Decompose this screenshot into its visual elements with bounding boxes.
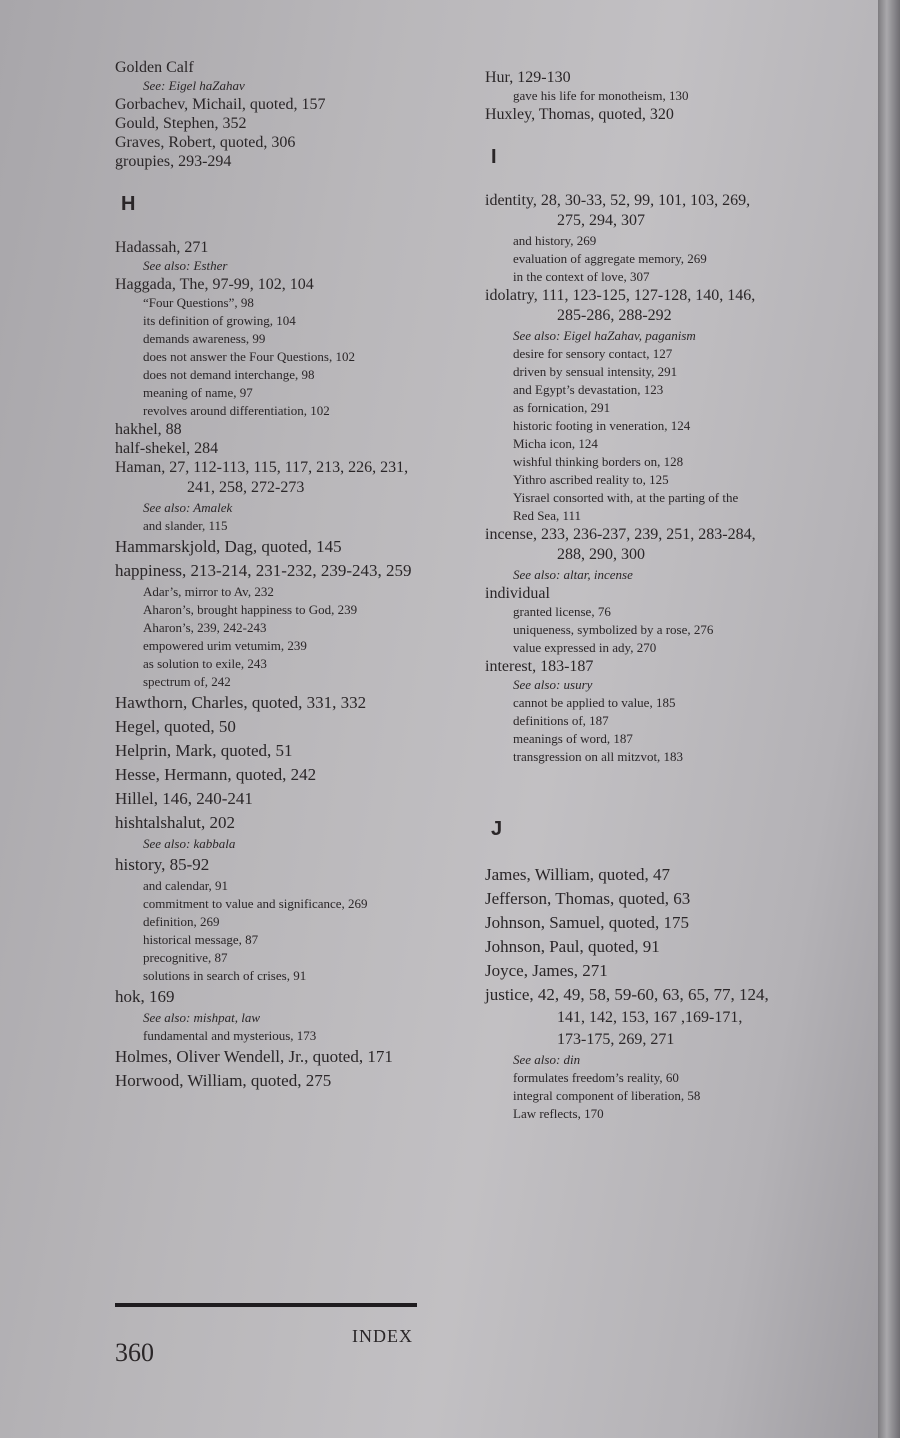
index-subentry: integral component of liberation, 58 xyxy=(513,1088,701,1103)
index-entry-continuation: 275, 294, 307 xyxy=(557,212,645,229)
index-entry: Hadassah, 271 xyxy=(115,239,209,256)
index-subentry: See also: Amalek xyxy=(143,500,233,515)
index-subentry: demands awareness, 99 xyxy=(143,331,266,346)
index-entry: Huxley, Thomas, quoted, 320 xyxy=(485,106,674,123)
index-subentry: Yisrael consorted with, at the parting of the xyxy=(513,490,739,505)
index-subentry: fundamental and mysterious, 173 xyxy=(143,1028,317,1043)
index-subentry: See also: din xyxy=(513,1052,581,1067)
index-subentry: “Four Questions”, 98 xyxy=(143,295,254,310)
index-entry: Holmes, Oliver Wendell, Jr., quoted, 171 xyxy=(115,1047,393,1066)
running-head: INDEX xyxy=(352,1326,413,1346)
index-subentry: historic footing in veneration, 124 xyxy=(513,418,691,433)
index-subentry: revolves around differentiation, 102 xyxy=(143,403,330,418)
index-entry: happiness, 213-214, 231-232, 239-243, 259 xyxy=(115,561,412,580)
index-entry: hok, 169 xyxy=(115,987,175,1006)
index-subentry: solutions in search of crises, 91 xyxy=(143,968,307,983)
index-subentry: definition, 269 xyxy=(143,914,220,929)
index-subentry: does not answer the Four Questions, 102 xyxy=(143,349,355,364)
index-subentry: Yithro ascribed reality to, 125 xyxy=(513,472,669,487)
index-subentry: desire for sensory contact, 127 xyxy=(513,346,673,361)
index-column-left xyxy=(115,58,485,1093)
index-entry: Jefferson, Thomas, quoted, 63 xyxy=(485,889,691,908)
page-number: 360 xyxy=(115,1338,154,1367)
index-subentry: Micha icon, 124 xyxy=(513,436,598,451)
index-subentry: as fornication, 291 xyxy=(513,400,611,415)
index-entry: Hur, 129-130 xyxy=(485,69,571,86)
index-subentry: historical message, 87 xyxy=(143,932,259,947)
index-subentry: and history, 269 xyxy=(513,233,597,248)
index-entry-continuation: 288, 290, 300 xyxy=(557,546,645,563)
index-subentry: its definition of growing, 104 xyxy=(143,313,296,328)
index-subentry: empowered urim vetumim, 239 xyxy=(143,638,307,653)
index-entry: Hesse, Hermann, quoted, 242 xyxy=(115,765,317,784)
index-subentry: and slander, 115 xyxy=(143,518,228,533)
index-entry: Horwood, William, quoted, 275 xyxy=(115,1071,332,1090)
index-entry: justice, 42, 49, 58, 59-60, 63, 65, 77, 124, xyxy=(485,985,769,1004)
index-subentry: granted license, 76 xyxy=(513,604,611,619)
index-entry-continuation: 285-286, 288-292 xyxy=(557,307,672,324)
index-subentry: See also: usury xyxy=(513,677,593,692)
index-subentry: Aharon’s, 239, 242-243 xyxy=(143,620,267,635)
index-subentry: uniqueness, symbolized by a rose, 276 xyxy=(513,622,714,637)
index-entry: identity, 28, 30-33, 52, 99, 101, 103, 269, xyxy=(485,192,751,209)
index-entry: Johnson, Paul, quoted, 91 xyxy=(485,937,660,956)
index-entry: Helprin, Mark, quoted, 51 xyxy=(115,741,293,760)
index-entry: James, William, quoted, 47 xyxy=(485,865,671,884)
index-subentry: as solution to exile, 243 xyxy=(143,656,267,671)
index-column-right xyxy=(485,68,875,1123)
footer-rule xyxy=(115,1303,417,1307)
index-entry: Gorbachev, Michail, quoted, 157 xyxy=(115,96,326,113)
index-entry: Haggada, The, 97-99, 102, 104 xyxy=(115,276,314,293)
section-letter: H xyxy=(121,193,136,215)
index-subentry: gave his life for monotheism, 130 xyxy=(513,88,689,103)
index-entry: interest, 183-187 xyxy=(485,658,594,675)
index-entry: Graves, Robert, quoted, 306 xyxy=(115,134,296,151)
index-entry: hakhel, 88 xyxy=(115,421,182,438)
index-entry: Golden Calf xyxy=(115,59,194,76)
index-entry: Hawthorn, Charles, quoted, 331, 332 xyxy=(115,693,367,712)
index-subentry: See also: kabbala xyxy=(143,836,236,851)
index-entry: incense, 233, 236-237, 239, 251, 283-284, xyxy=(485,526,756,543)
index-subentry: commitment to value and significance, 269 xyxy=(143,896,368,911)
page-edge xyxy=(878,0,900,1438)
index-entry-continuation: 173-175, 269, 271 xyxy=(557,1031,675,1048)
index-subentry: meanings of word, 187 xyxy=(513,731,633,746)
index-subentry: Aharon’s, brought happiness to God, 239 xyxy=(143,602,358,617)
index-subentry: Red Sea, 111 xyxy=(513,508,581,523)
section-letter: J xyxy=(491,818,503,840)
index-subentry: See also: mishpat, law xyxy=(143,1010,260,1025)
index-entry-continuation: 241, 258, 272-273 xyxy=(187,479,305,496)
index-subentry: cannot be applied to value, 185 xyxy=(513,695,676,710)
index-subentry: precognitive, 87 xyxy=(143,950,228,965)
index-subentry: See also: Eigel haZahav, paganism xyxy=(513,328,696,343)
section-letter: I xyxy=(491,146,497,168)
index-subentry: driven by sensual intensity, 291 xyxy=(513,364,678,379)
index-entry: idolatry, 111, 123-125, 127-128, 140, 146, xyxy=(485,287,756,304)
index-entry: Gould, Stephen, 352 xyxy=(115,115,247,132)
index-subentry: spectrum of, 242 xyxy=(143,674,231,689)
index-subentry: evaluation of aggregate memory, 269 xyxy=(513,251,707,266)
index-subentry: transgression on all mitzvot, 183 xyxy=(513,749,684,764)
index-subentry: and Egypt’s devastation, 123 xyxy=(513,382,664,397)
index-entry: Hegel, quoted, 50 xyxy=(115,717,236,736)
index-entry: Joyce, James, 271 xyxy=(485,961,608,980)
index-subentry: meaning of name, 97 xyxy=(143,385,253,400)
index-subentry: See: Eigel haZahav xyxy=(143,78,245,93)
index-subentry: See also: altar, incense xyxy=(513,567,633,582)
index-subentry: Law reflects, 170 xyxy=(513,1106,604,1121)
index-entry-continuation: 141, 142, 153, 167 ,169-171, xyxy=(557,1009,743,1026)
index-entry: Hammarskjold, Dag, quoted, 145 xyxy=(115,537,342,556)
index-entry: hishtalshalut, 202 xyxy=(115,813,235,832)
index-subentry: Adar’s, mirror to Av, 232 xyxy=(143,584,274,599)
index-entry: Johnson, Samuel, quoted, 175 xyxy=(485,913,689,932)
index-subentry: value expressed in ady, 270 xyxy=(513,640,657,655)
index-entry: Haman, 27, 112-113, 115, 117, 213, 226, 231, xyxy=(115,459,409,476)
index-entry: individual xyxy=(485,585,550,602)
index-subentry: does not demand interchange, 98 xyxy=(143,367,315,382)
index-subentry: definitions of, 187 xyxy=(513,713,609,728)
index-subentry: in the context of love, 307 xyxy=(513,269,650,284)
index-subentry: wishful thinking borders on, 128 xyxy=(513,454,684,469)
index-subentry: See also: Esther xyxy=(143,258,228,273)
index-entry: Hillel, 146, 240-241 xyxy=(115,789,253,808)
index-subentry: and calendar, 91 xyxy=(143,878,229,893)
index-entry: groupies, 293-294 xyxy=(115,153,232,170)
index-entry: history, 85-92 xyxy=(115,855,210,874)
index-subentry: formulates freedom’s reality, 60 xyxy=(513,1070,679,1085)
index-entry: half-shekel, 284 xyxy=(115,440,219,457)
